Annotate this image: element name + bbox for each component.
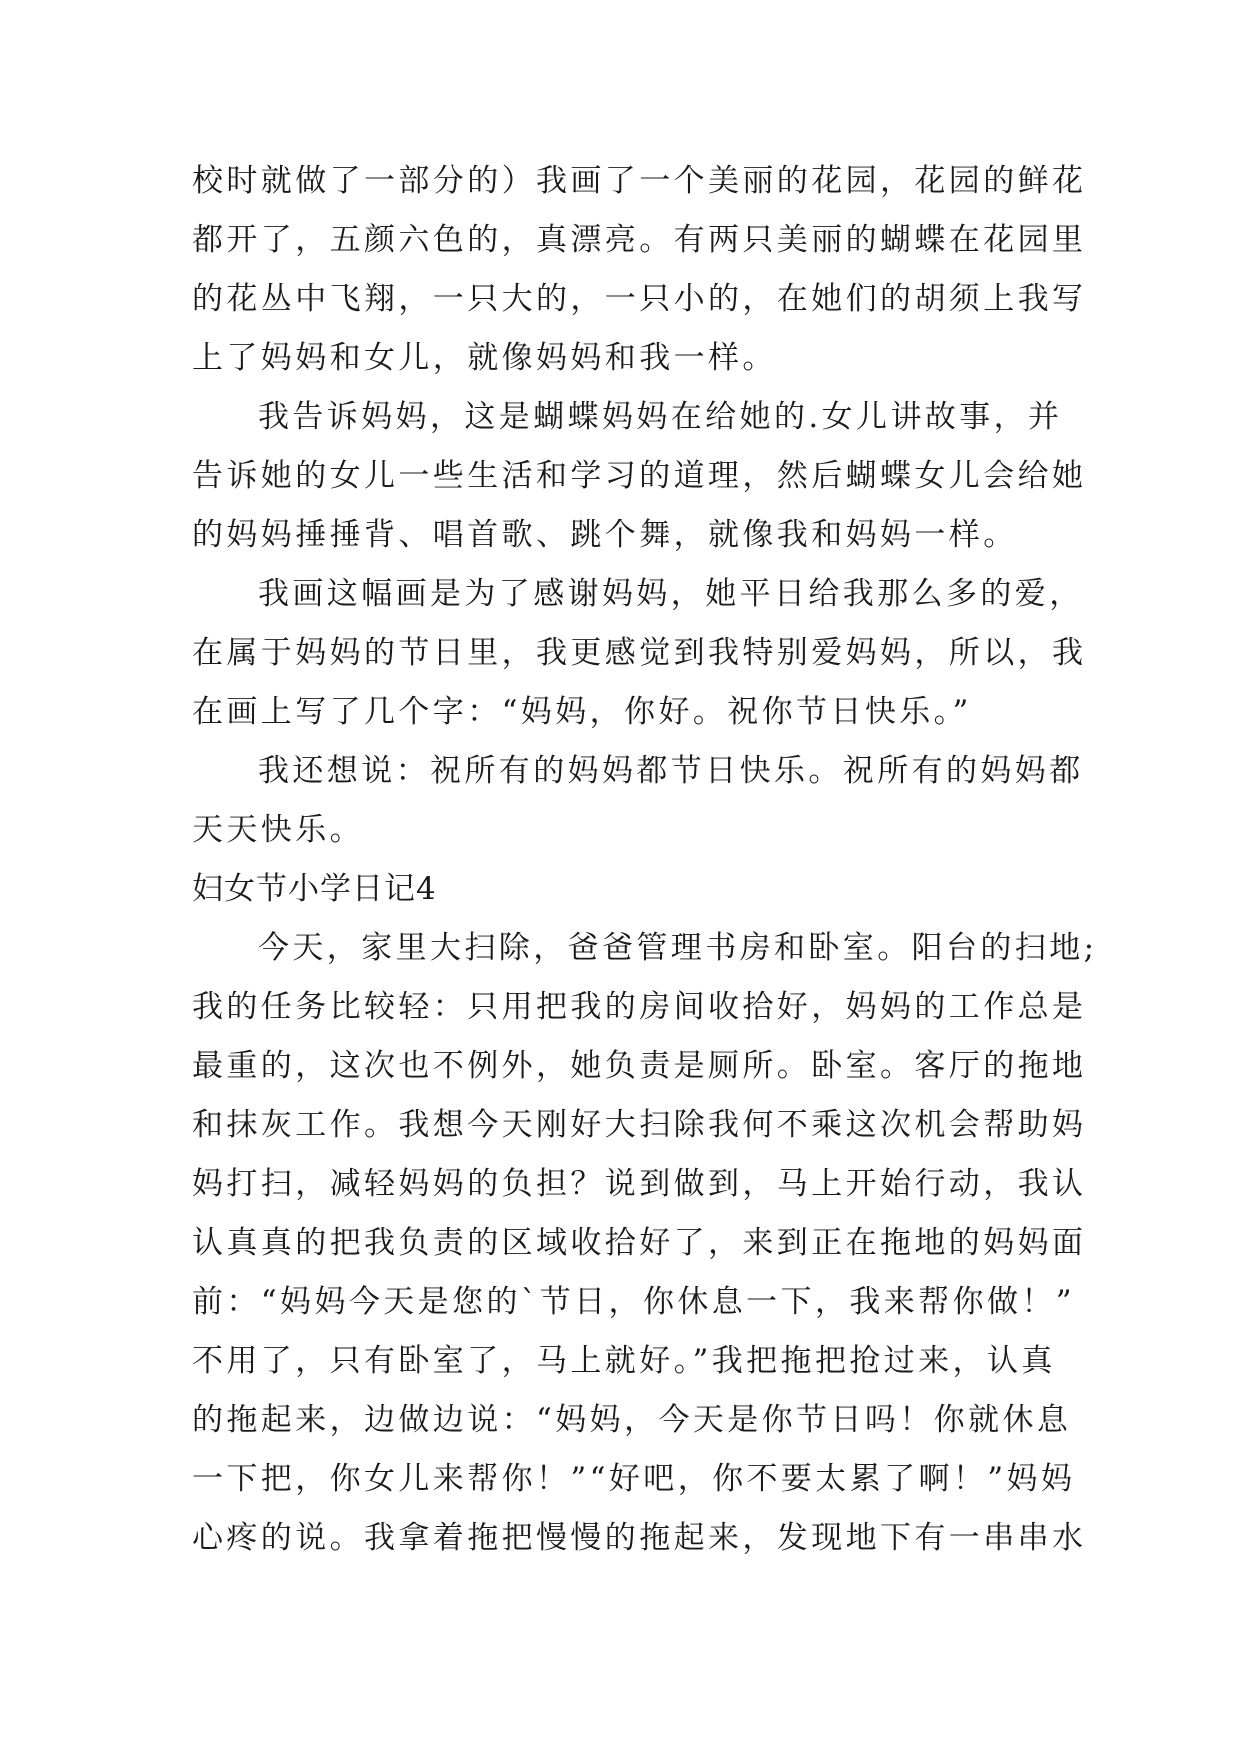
section-heading: 妇女节小学日记4 — [192, 871, 437, 907]
body-line: 的拖起来，边做边说：“妈妈，今天是你节日吗！你就休息 — [192, 1402, 1072, 1438]
body-line: 前：“妈妈今天是您的`节日，你休息一下，我来帮你做！” — [192, 1284, 1075, 1320]
paragraph-first-line: 我告诉妈妈，这是蝴蝶妈妈在给她的.女儿讲故事，并 — [258, 399, 1063, 435]
body-line: 我的任务比较轻：只用把我的房间收拾好，妈妈的工作总是 — [192, 989, 1087, 1025]
paragraph-first-line: 今天，家里大扫除，爸爸管理书房和卧室。阳台的扫地; — [258, 930, 1098, 966]
body-line: 都开了，五颜六色的，真漂亮。有两只美丽的蝴蝶在花园里 — [192, 222, 1087, 258]
body-line: 不用了，只有卧室了，马上就好。”我把拖把抢过来，认真 — [192, 1343, 1056, 1379]
body-line: 在属于妈妈的节日里，我更感觉到我特别爱妈妈，所以，我 — [192, 635, 1087, 671]
body-line: 的花丛中飞翔，一只大的，一只小的，在她们的胡须上我写 — [192, 281, 1087, 317]
body-line: 天天快乐。 — [192, 812, 364, 848]
body-line: 和抹灰工作。我想今天刚好大扫除我何不乘这次机会帮助妈 — [192, 1107, 1087, 1143]
paragraph-first-line: 我画这幅画是为了感谢妈妈，她平日给我那么多的爱， — [258, 576, 1084, 612]
body-line: 最重的，这次也不例外，她负责是厕所。卧室。客厅的拖地 — [192, 1048, 1087, 1084]
body-line: 告诉她的女儿一些生活和学习的道理，然后蝴蝶女儿会给她 — [192, 458, 1087, 494]
body-line: 妈打扫，减轻妈妈的负担？说到做到，马上开始行动，我认 — [192, 1166, 1087, 1202]
body-line: 在画上写了几个字：“妈妈，你好。祝你节日快乐。” — [192, 694, 972, 730]
body-line: 认真真的把我负责的区域收拾好了，来到正在拖地的妈妈面 — [192, 1225, 1087, 1261]
paragraph-first-line: 我还想说：祝所有的妈妈都节日快乐。祝所有的妈妈都 — [258, 753, 1084, 789]
body-line: 校时就做了一部分的）我画了一个美丽的花园，花园的鲜花 — [192, 163, 1087, 199]
body-line: 的妈妈捶捶背、唱首歌、跳个舞，就像我和妈妈一样。 — [192, 517, 1018, 553]
body-line: 一下把，你女儿来帮你！”“好吧，你不要太累了啊！”妈妈 — [192, 1461, 1076, 1497]
body-line: 心疼的说。我拿着拖把慢慢的拖起来，发现地下有一串串水 — [192, 1520, 1087, 1556]
document-body — [192, 152, 1098, 1568]
body-line: 上了妈妈和女儿，就像妈妈和我一样。 — [192, 340, 777, 376]
